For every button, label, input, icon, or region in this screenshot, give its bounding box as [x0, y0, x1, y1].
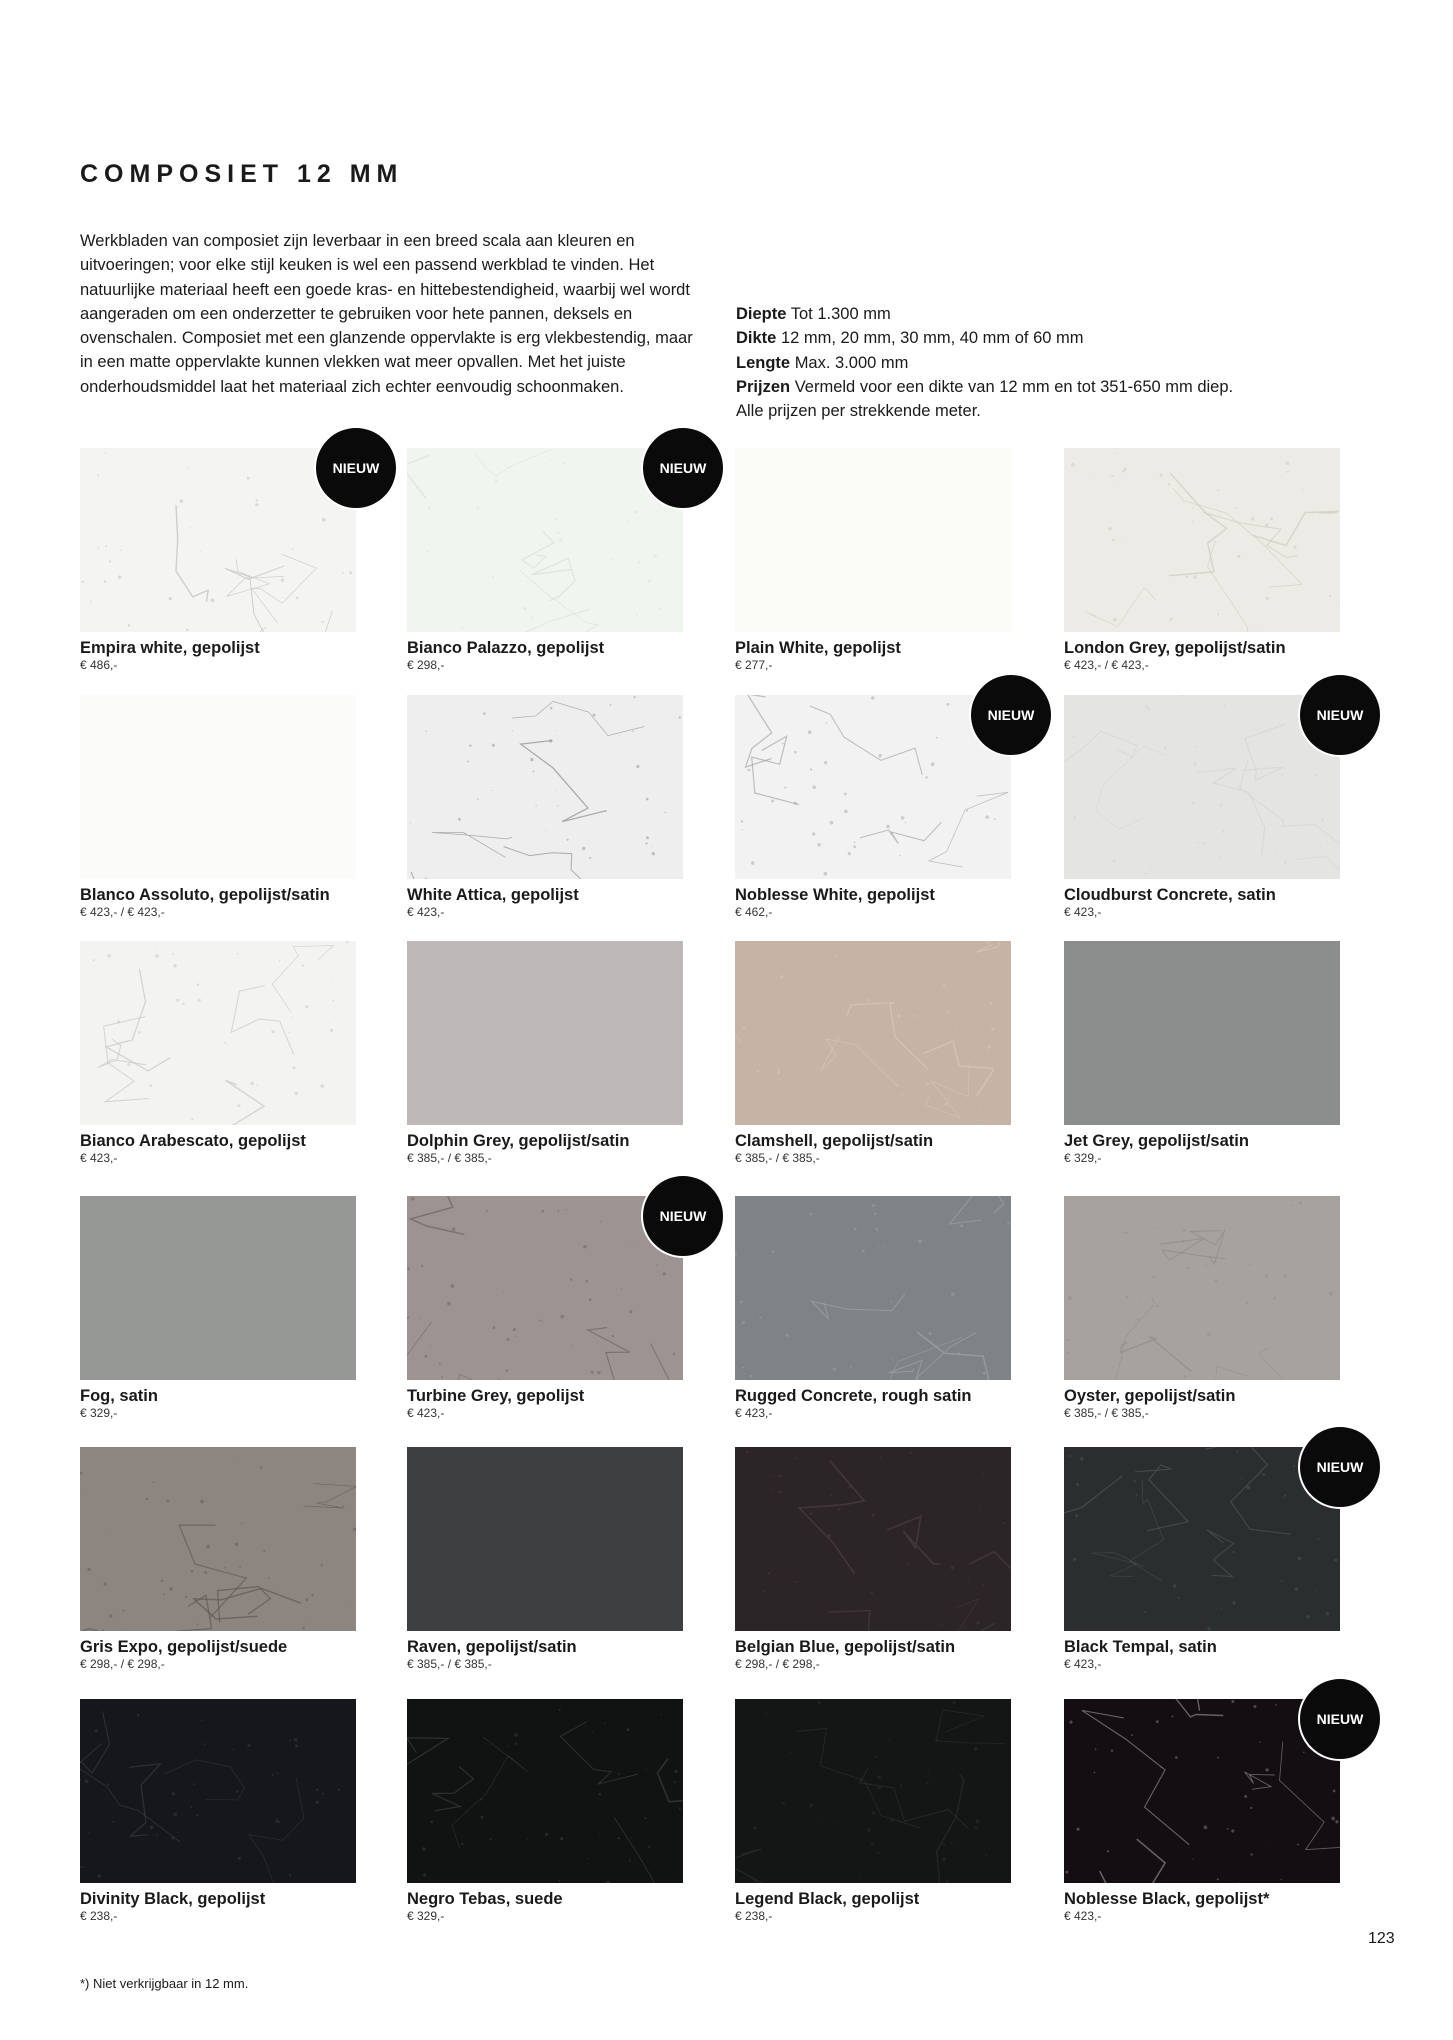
- stone-texture: [80, 1699, 356, 1883]
- sample-name: Oyster, gepolijst/satin: [1064, 1387, 1236, 1405]
- sample-name: Bianco Arabescato, gepolijst: [80, 1132, 306, 1150]
- sample-swatch: [1064, 941, 1340, 1125]
- sample-swatch: [407, 941, 683, 1125]
- sample-card: [1064, 1196, 1340, 1420]
- sample-name: Legend Black, gepolijst: [735, 1890, 920, 1908]
- sample-card: [1064, 448, 1340, 672]
- sample-price: € 329,-: [80, 1406, 118, 1420]
- nieuw-badge: NIEUW: [314, 426, 398, 510]
- nieuw-badge: NIEUW: [969, 673, 1053, 757]
- sample-price: € 423,-: [735, 1406, 773, 1420]
- sample-price: € 298,-: [407, 658, 445, 672]
- sample-card: [407, 1447, 683, 1671]
- sample-card: [735, 1447, 1011, 1671]
- spec-note: Alle prijzen per strekkende meter.: [736, 402, 981, 421]
- sample-name: White Attica, gepolijst: [407, 886, 579, 904]
- sample-card: [407, 695, 683, 919]
- sample-card: [735, 941, 1011, 1165]
- sample-price: € 486,-: [80, 658, 118, 672]
- sample-name: Gris Expo, gepolijst/suede: [80, 1638, 288, 1656]
- sample-card: [80, 1447, 356, 1671]
- stone-texture: [735, 1447, 1011, 1631]
- sample-swatch: [1064, 1196, 1340, 1380]
- spec-label: Dikte: [736, 329, 777, 348]
- sample-price: € 329,-: [1064, 1151, 1102, 1165]
- sample-name: Plain White, gepolijst: [735, 639, 901, 657]
- sample-card: [1064, 1447, 1340, 1671]
- sample-price: € 277,-: [735, 658, 773, 672]
- sample-name: Empira white, gepolijst: [80, 639, 260, 657]
- stone-texture: [735, 1196, 1011, 1380]
- sample-card: [80, 695, 356, 919]
- sample-name: Clamshell, gepolijst/satin: [735, 1132, 934, 1150]
- sample-card: [80, 941, 356, 1165]
- stone-texture: [407, 695, 683, 879]
- sample-swatch: [735, 1699, 1011, 1883]
- sample-name: Noblesse White, gepolijst: [735, 886, 935, 904]
- specs-block: [736, 302, 1356, 423]
- spec-lengte: [736, 351, 1356, 375]
- spec-dikte: [736, 326, 1356, 350]
- sample-swatch: [80, 1196, 356, 1380]
- sample-name: Black Tempal, satin: [1064, 1638, 1217, 1656]
- sample-card: [735, 695, 1011, 919]
- sample-price: € 423,-: [80, 1151, 118, 1165]
- sample-name: Belgian Blue, gepolijst/satin: [735, 1638, 956, 1656]
- sample-price: € 423,-: [407, 905, 445, 919]
- sample-card: [80, 1699, 356, 1923]
- sample-swatch: [407, 1699, 683, 1883]
- sample-name: Jet Grey, gepolijst/satin: [1064, 1132, 1249, 1150]
- sample-price: € 385,- / € 385,-: [735, 1151, 820, 1165]
- sample-price: € 423,- / € 423,-: [80, 905, 165, 919]
- sample-price: € 385,- / € 385,-: [407, 1151, 492, 1165]
- sample-card: [735, 1196, 1011, 1420]
- sample-card: [407, 941, 683, 1165]
- sample-swatch: [407, 695, 683, 879]
- sample-price: € 423,- / € 423,-: [1064, 658, 1149, 672]
- nieuw-badge: NIEUW: [1298, 1425, 1382, 1509]
- sample-card: [735, 1699, 1011, 1923]
- sample-card: [407, 1699, 683, 1923]
- nieuw-badge: NIEUW: [1298, 673, 1382, 757]
- sample-swatch: [407, 1447, 683, 1631]
- spec-value: Tot 1.300 mm: [790, 305, 891, 323]
- spec-value: Vermeld voor een dikte van 12 mm en tot 351-650 mm diep.: [794, 377, 1234, 396]
- sample-price: € 298,- / € 298,-: [80, 1657, 165, 1671]
- spec-value: Max. 3.000 mm: [794, 353, 909, 372]
- sample-card: [1064, 695, 1340, 919]
- sample-card: [1064, 1699, 1340, 1923]
- sample-card: [1064, 941, 1340, 1165]
- sample-swatch: [735, 448, 1011, 632]
- sample-card: [80, 1196, 356, 1420]
- sample-name: Noblesse Black, gepolijst*: [1064, 1890, 1270, 1908]
- sample-name: Fog, satin: [80, 1387, 158, 1405]
- sample-card: [80, 448, 356, 672]
- spec-prijzen: [736, 375, 1356, 399]
- page-title: COMPOSIET 12 MM: [80, 160, 404, 188]
- sample-name: Divinity Black, gepolijst: [80, 1890, 266, 1908]
- sample-card: [407, 1196, 683, 1420]
- sample-name: London Grey, gepolijst/satin: [1064, 639, 1286, 657]
- sample-swatch: [735, 1447, 1011, 1631]
- sample-price: € 298,- / € 298,-: [735, 1657, 820, 1671]
- sample-price: € 329,-: [407, 1909, 445, 1923]
- stone-texture: [1064, 1196, 1340, 1380]
- spec-label: Prijzen: [736, 377, 791, 396]
- nieuw-badge: NIEUW: [641, 1174, 725, 1258]
- spec-label: Lengte: [736, 353, 791, 372]
- sample-name: Bianco Palazzo, gepolijst: [407, 639, 605, 657]
- sample-swatch: [735, 941, 1011, 1125]
- intro-text: Werkbladen van composiet zijn leverbaar in een breed scala aan kleuren en uitvoeringen; voor elke stijl keuken is wel een passend werkblad te vinden. Het natuurlijke materiaal heeft een goede kras- en hittebestendigheid, waarbij wel wordt aangeraden om een onderzetter te gebruiken voor hete pannen, deksels en ovenschalen. Composiet met een glanzende oppervlakte is erg vlekbestendig, maar in een matte oppervlakte kunnen vlekken wat meer opvallen. Met het juiste onderhoudsmiddel laat het materiaal zich echter eenvoudig schoonmaken.: [80, 232, 693, 396]
- stone-texture: [1064, 448, 1340, 632]
- sample-card: [407, 448, 683, 672]
- sample-price: € 385,- / € 385,-: [407, 1657, 492, 1671]
- nieuw-badge: NIEUW: [641, 426, 725, 510]
- sample-name: Raven, gepolijst/satin: [407, 1638, 577, 1656]
- spec-label: Diepte: [736, 305, 787, 323]
- sample-swatch: [735, 1196, 1011, 1380]
- sample-name: Turbine Grey, gepolijst: [407, 1387, 585, 1405]
- sample-price: € 238,-: [80, 1909, 118, 1923]
- page-number: 123: [1368, 1930, 1395, 1947]
- spec-value: 12 mm, 20 mm, 30 mm, 40 mm of 60 mm: [780, 329, 1084, 348]
- sample-price: € 423,-: [1064, 1657, 1102, 1671]
- nieuw-badge: NIEUW: [1298, 1677, 1382, 1761]
- footnote: *) Niet verkrijgbaar in 12 mm.: [80, 1976, 249, 1991]
- sample-name: Negro Tebas, suede: [407, 1890, 563, 1908]
- sample-card: [735, 448, 1011, 672]
- sample-swatch: [80, 941, 356, 1125]
- sample-price: € 238,-: [735, 1909, 773, 1923]
- sample-name: Dolphin Grey, gepolijst/satin: [407, 1132, 630, 1150]
- sample-price: € 423,-: [1064, 905, 1102, 919]
- sample-name: Blanco Assoluto, gepolijst/satin: [80, 886, 330, 904]
- sample-swatch: [1064, 448, 1340, 632]
- sample-name: Cloudburst Concrete, satin: [1064, 886, 1276, 904]
- stone-texture: [80, 941, 356, 1125]
- stone-texture: [735, 1699, 1011, 1883]
- stone-texture: [735, 941, 1011, 1125]
- spec-diepte: [736, 302, 1356, 326]
- sample-price: € 462,-: [735, 905, 773, 919]
- sample-swatch: [80, 1447, 356, 1631]
- sample-price: € 385,- / € 385,-: [1064, 1406, 1149, 1420]
- sample-name: Rugged Concrete, rough satin: [735, 1387, 972, 1405]
- stone-texture: [80, 1447, 356, 1631]
- sample-price: € 423,-: [1064, 1909, 1102, 1923]
- stone-texture: [407, 1699, 683, 1883]
- sample-swatch: [80, 1699, 356, 1883]
- sample-price: € 423,-: [407, 1406, 445, 1420]
- sample-swatch: [80, 695, 356, 879]
